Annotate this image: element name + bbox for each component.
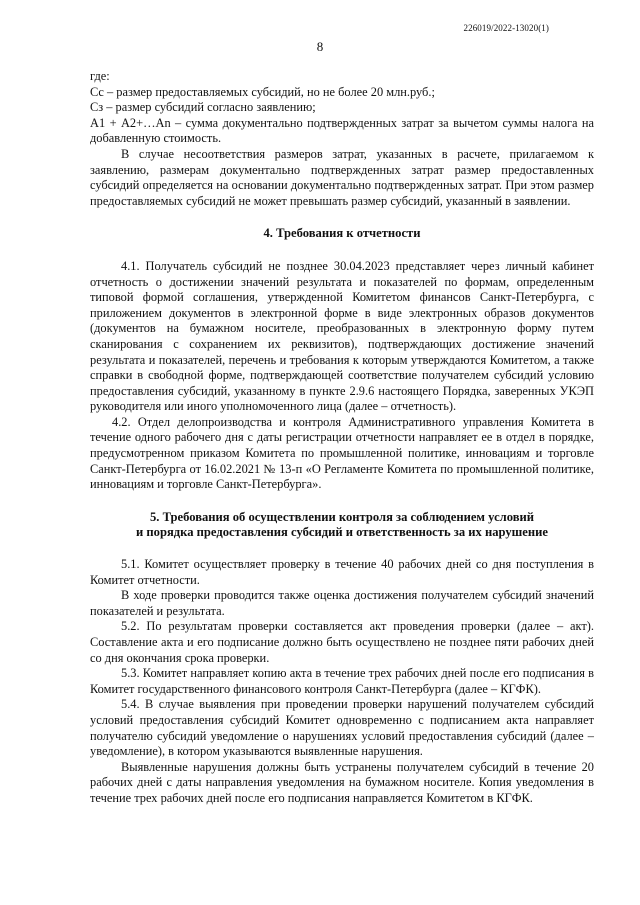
paragraph-5-1-assessment: В ходе проверки проводится также оценка достижения получателем субсидий значений показателей и результата. — [90, 588, 594, 618]
paragraph-5-4: 5.4. В случае выявления при проведении проверки нарушений получателем субсидий условий предоставления субсидий Комитет одновременно с подписанием акта направляет получателю субсидий уведомление о нарушениях условий предоставления субсидий (далее – уведомление), в котором указываются выявленные нарушения. — [90, 697, 594, 759]
paragraph-5-1: 5.1. Комитет осуществляет проверку в течение 40 рабочих дней со дня поступления в Комитет отчетности. — [90, 557, 594, 587]
document-code: 226019/2022-13020(1) — [463, 23, 549, 33]
page-number: 8 — [316, 39, 324, 54]
mismatch-paragraph: В случае несоответствия размеров затрат, указанных в расчете, прилагаемом к заявлению, размерам документально подтвержденных затрат размер предоставленных субсидий определяется на основании документально подтвержденных затрат. При этом размер предоставляемых субсидий не может превышать размер субсидий, указанный в заявлении. — [90, 146, 594, 208]
formula-intro: где: — [90, 69, 110, 83]
paragraph-5-2: 5.2. По результатам проверки составляется акт проведения проверки (далее – акт). Составление акта и его подписание должно быть осуществлено не позднее пяти рабочих дней со дня окончания срока проверки. — [90, 619, 594, 665]
document-body — [90, 69, 594, 807]
paragraph-5-3: 5.3. Комитет направляет копию акта в течение трех рабочих дней после его подписания в Комитет государственного финансового контроля Санкт-Петербурга (далее – КГФК). — [90, 666, 594, 696]
section-4-title: 4. Требования к отчетности — [263, 226, 421, 241]
section-5-title — [90, 510, 594, 541]
formula-def-sum: А1 + А2+…Аn – сумма документально подтвержденных затрат за вычетом суммы налога на добавленную стоимость. — [90, 115, 594, 146]
paragraph-5-4-remedy: Выявленные нарушения должны быть устранены получателем субсидий в течение 20 рабочих дней с даты направления уведомления на бумажном носителе. Копия уведомления в течение трех рабочих дней после его подписания направляется Комитетом в КГФК. — [90, 759, 594, 805]
formula-def-cc: Сс – размер предоставляемых субсидий, но не более 20 млн.руб.; — [90, 84, 435, 99]
formula-def-cz: Сз – размер субсидий согласно заявлению; — [90, 100, 316, 115]
paragraph-4-1: 4.1. Получатель субсидий не позднее 30.04.2023 представляет через личный кабинет отчетность о достижении значений результата и показателей по формам, определенным типовой формой соглашения, утвержденной Комитетом финансов Санкт-Петербурга, с приложением документов в электронной форме в виде электронных образов документов (документов на бумажном носителе, преобразованных в электронную форму путем сканирования с сохранением их реквизитов), подтверждающих достижение значений результата и показателей, перечень и требования к которым утверждаются Комитетом, а также справки в свободной форме, подтверждающей соответствие получателем субсидий условию предоставления субсидий, указанному в пункте 2.9.6 настоящего Порядка, заверенных УКЭП руководителя или иного уполномоченного лица (далее – отчетность). — [90, 258, 594, 414]
section-5-title-line-2: и порядка предоставления субсидий и ответственность за их нарушение — [136, 525, 548, 540]
section-5-title-line-1: 5. Требования об осуществлении контроля за соблюдением условий — [149, 509, 535, 524]
paragraph-4-2: 4.2. Отдел делопроизводства и контроля Административного управления Комитета в течение одного рабочего дня с даты регистрации отчетности направляет ее в отдел в порядке, предусмотренном приказом Комитета по промышленной политике, инновациям и торговле Санкт-Петербурга от 16.02.2021 № 13-п «О Регламенте Комитета по промышленной политике, инновациям и торговле Санкт-Петербурга». — [90, 414, 594, 492]
